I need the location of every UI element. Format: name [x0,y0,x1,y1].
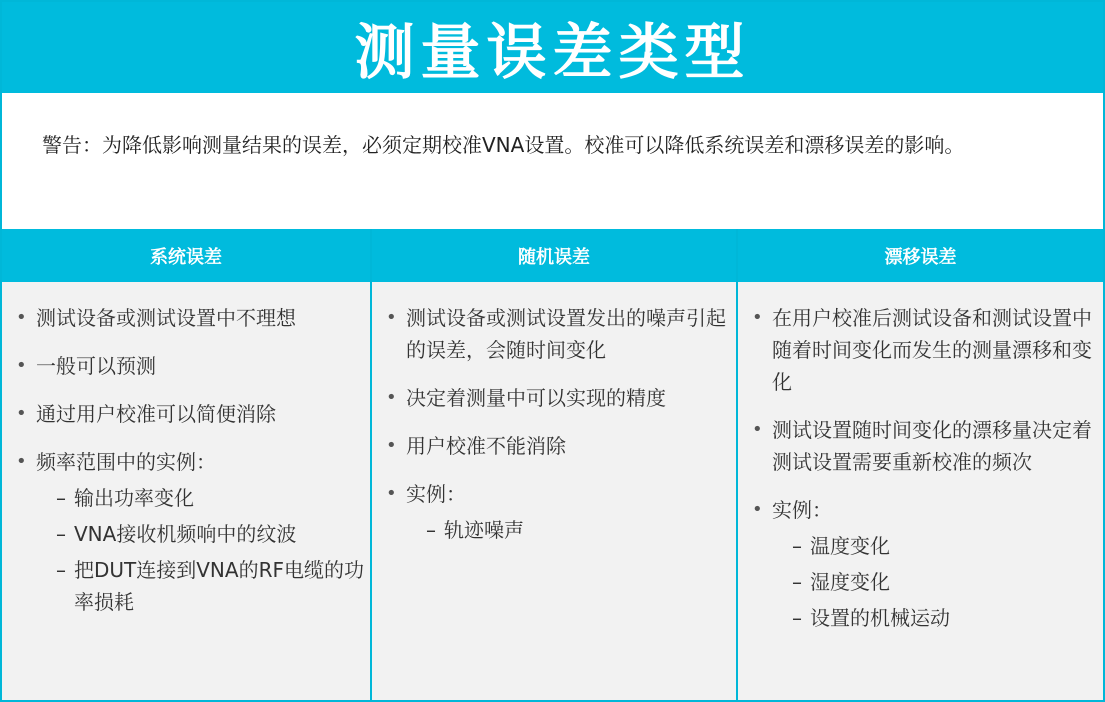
bullet-icon: • [16,403,27,424]
bullet-icon: • [16,451,27,472]
column-header: 漂移误差 [738,229,1103,282]
list-item-text: 通过用户校准可以简便消除 [36,402,276,426]
bullet-icon: • [752,499,763,520]
bullet-icon: • [752,419,763,440]
column-header: 系统误差 [2,229,370,282]
list-item-text: 在用户校准后测试设备和测试设置中随着时间变化而发生的测量漂移和变化 [772,306,1092,394]
sub-item [772,566,1103,598]
list-item [752,494,1103,634]
sub-item-text: 把DUT连接到VNA的RF电缆的功率损耗 [74,558,364,614]
bullet-icon: • [386,307,397,328]
column-body [738,282,1103,634]
list-item [16,302,370,334]
warning-text: 警告：为降低影响测量结果的误差，必须定期校准VNA设置。校准可以降低系统误差和漂移误差的影响。 [42,133,965,157]
sub-item-text: VNA接收机频响中的纹波 [74,522,297,546]
list-item [386,478,736,546]
column-header: 随机误差 [372,229,736,282]
sub-item-text: 设置的机械运动 [810,606,950,630]
list-item-text: 测试设备或测试设置中不理想 [36,306,296,330]
warning-box [2,93,1103,229]
bullet-icon: • [16,307,27,328]
title-bar [2,2,1103,93]
dash-icon: – [56,486,66,510]
list-item [386,382,736,414]
list-item [16,350,370,382]
list-item [386,430,736,462]
sub-item [36,482,370,514]
sub-item [406,514,736,546]
list-item-text: 用户校准不能消除 [406,434,566,458]
list-item-text: 实例： [772,498,832,522]
error-types-table [2,229,1103,700]
sub-item [772,530,1103,562]
list-item-text: 测试设备或测试设置发出的噪声引起的误差，会随时间变化 [406,306,726,362]
sub-item [772,602,1103,634]
page-title: 测量误差类型 [354,17,751,88]
dash-icon: – [792,534,802,558]
bullet-icon: • [16,355,27,376]
dash-icon: – [792,570,802,594]
bullet-icon: • [386,387,397,408]
list-item-text: 决定着测量中可以实现的精度 [406,386,666,410]
bullet-icon: • [386,435,397,456]
column-drift [738,229,1103,700]
dash-icon: – [56,522,66,546]
column-body [372,282,736,546]
sub-item-text: 温度变化 [810,534,890,558]
sub-item-text: 轨迹噪声 [444,518,524,542]
list-item [752,414,1103,478]
bullet-icon: • [752,307,763,328]
list-item [16,446,370,618]
list-item-text: 测试设置随时间变化的漂移量决定着测试设置需要重新校准的频次 [772,418,1092,474]
list-item [752,302,1103,398]
list-item [386,302,736,366]
column-random [372,229,736,700]
sub-item-text: 湿度变化 [810,570,890,594]
sub-item [36,518,370,550]
column-systematic [2,229,370,700]
list-item-text: 频率范围中的实例： [36,450,216,474]
sub-item [36,554,370,618]
list-item-text: 实例： [406,482,466,506]
sub-item-text: 输出功率变化 [74,486,194,510]
list-item-text: 一般可以预测 [36,354,156,378]
dash-icon: – [56,558,66,582]
dash-icon: – [792,606,802,630]
column-body [2,282,370,618]
bullet-icon: • [386,483,397,504]
dash-icon: – [426,518,436,542]
list-item [16,398,370,430]
